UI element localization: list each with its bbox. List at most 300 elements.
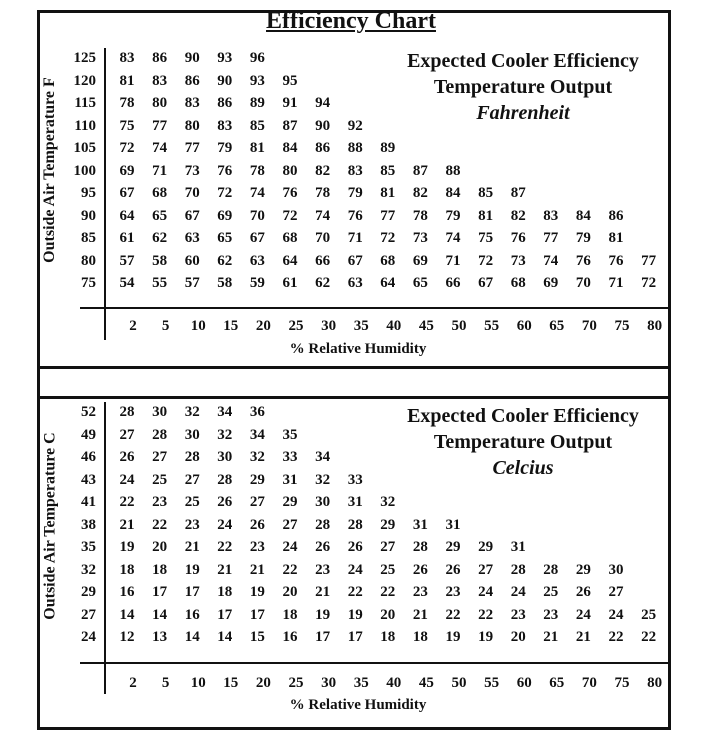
- x-tick-label: 35: [353, 675, 369, 691]
- table-cell: 86: [152, 50, 168, 66]
- table-cell: 28: [543, 561, 559, 578]
- table-cell: 78: [249, 162, 265, 179]
- table-cell: 24: [510, 584, 526, 600]
- table-cell: 58: [152, 252, 168, 269]
- table-cell: 35: [282, 426, 298, 443]
- table-cell: 26: [119, 449, 135, 465]
- table-cell: 23: [543, 606, 559, 623]
- table-cell: 31: [282, 471, 298, 488]
- table-cell: 59: [249, 275, 265, 291]
- table-cell: 34: [315, 449, 331, 465]
- table-cell: 22: [608, 629, 624, 645]
- y-axis-line: [104, 48, 106, 340]
- table-cell: 19: [249, 584, 265, 600]
- table-cell: 14: [152, 606, 168, 623]
- table-cell: 69: [543, 275, 559, 291]
- table-cell: 74: [543, 252, 559, 269]
- table-cell: 22: [478, 606, 494, 623]
- table-cell: 19: [119, 539, 135, 555]
- table-cell: 86: [608, 207, 624, 224]
- table-cell: 24: [608, 606, 624, 623]
- y-tick-label: 35: [81, 539, 96, 555]
- table-cell: 57: [119, 252, 135, 269]
- table-cell: 23: [412, 584, 428, 600]
- table-cell: 78: [315, 185, 331, 201]
- header-line: Temperature Output: [433, 76, 613, 98]
- table-cell: 14: [217, 629, 233, 645]
- table-cell: 32: [249, 449, 265, 465]
- y-tick-label: 95: [81, 185, 96, 201]
- x-tick-label: 20: [255, 675, 271, 691]
- table-cell: 79: [575, 230, 591, 246]
- table-cell: 68: [510, 275, 526, 291]
- table-cell: 83: [543, 207, 559, 224]
- table-cell: 76: [217, 162, 233, 179]
- table-cell: 25: [152, 471, 168, 488]
- table-cell: 20: [152, 539, 168, 555]
- table-cell: 30: [608, 561, 624, 578]
- y-tick-label: 105: [73, 140, 96, 156]
- table-cell: 82: [510, 207, 526, 224]
- y-tick-label: 110: [74, 117, 96, 134]
- table-cell: 22: [380, 584, 396, 600]
- table-cell: 17: [217, 606, 233, 623]
- table-cell: 57: [184, 275, 200, 291]
- table-cell: 67: [347, 252, 363, 269]
- table-cell: 27: [119, 426, 135, 443]
- table-cell: 84: [282, 140, 298, 156]
- table-cell: 19: [478, 629, 494, 645]
- table-cell: 67: [478, 275, 494, 291]
- table-cell: 63: [184, 230, 200, 246]
- table-cell: 60: [184, 252, 200, 269]
- table-cell: 23: [510, 606, 526, 623]
- x-tick-label: 50: [451, 318, 467, 334]
- table-cell: 21: [119, 516, 135, 533]
- table-cell: 69: [119, 162, 135, 179]
- table-cell: 18: [412, 629, 428, 645]
- table-cell: 21: [412, 606, 428, 623]
- table-cell: 22: [217, 539, 233, 555]
- table-cell: 64: [380, 275, 396, 291]
- table-cell: 29: [249, 471, 265, 488]
- table-cell: 30: [152, 404, 168, 420]
- x-tick-label: 5: [161, 675, 170, 691]
- table-cell: 76: [282, 185, 298, 201]
- table-cell: 74: [315, 207, 331, 224]
- table-cell: 29: [575, 561, 591, 578]
- table-cell: 58: [217, 275, 233, 291]
- table-cell: 77: [184, 140, 200, 156]
- table-cell: 24: [575, 606, 591, 623]
- table-cell: 33: [282, 449, 298, 465]
- table-cell: 62: [315, 275, 331, 291]
- x-tick-label: 75: [614, 675, 630, 691]
- table-cell: 79: [347, 185, 363, 201]
- table-cell: 26: [412, 561, 428, 578]
- table-cell: 22: [119, 494, 135, 510]
- table-cell: 71: [608, 275, 624, 291]
- table-cell: 36: [249, 404, 265, 420]
- x-tick-label: 60: [516, 318, 532, 334]
- table-cell: 78: [119, 95, 135, 111]
- chart-header: [378, 48, 668, 126]
- y-axis-label: Outside Air Temperature F: [40, 77, 58, 263]
- table-cell: 34: [217, 404, 233, 420]
- table-cell: 55: [152, 275, 168, 291]
- table-cell: 31: [347, 494, 363, 510]
- x-tick-label: 25: [288, 318, 304, 334]
- y-tick-label: 46: [81, 449, 96, 465]
- table-cell: 20: [380, 606, 396, 623]
- table-cell: 27: [380, 539, 396, 555]
- table-cell: 64: [282, 252, 298, 269]
- x-tick-label: 70: [581, 675, 597, 691]
- x-tick-label: 80: [647, 318, 663, 334]
- table-cell: 72: [119, 140, 135, 156]
- table-cell: 81: [380, 185, 396, 201]
- table-cell: 84: [445, 185, 461, 201]
- table-cell: 22: [347, 584, 363, 600]
- table-cell: 31: [445, 516, 461, 533]
- table-cell: 28: [119, 404, 135, 420]
- table-cell: 22: [641, 629, 657, 645]
- table-cell: 29: [380, 516, 396, 533]
- table-cell: 18: [380, 629, 396, 645]
- table-cell: 30: [315, 494, 331, 510]
- table-cell: 26: [315, 539, 331, 555]
- table-cell: 20: [282, 584, 298, 600]
- table-cell: 27: [184, 471, 200, 488]
- table-cell: 83: [152, 72, 168, 89]
- x-tick-label: 2: [129, 318, 137, 334]
- y-tick-label: 38: [81, 516, 96, 533]
- table-cell: 61: [119, 230, 135, 246]
- table-cell: 72: [478, 252, 494, 269]
- table-cell: 76: [608, 252, 624, 269]
- table-cell: 21: [543, 629, 559, 645]
- y-tick-label: 125: [73, 50, 96, 66]
- table-cell: 25: [543, 584, 559, 600]
- table-cell: 88: [347, 140, 363, 156]
- table-cell: 17: [152, 584, 168, 600]
- table-cell: 21: [184, 539, 200, 555]
- spacer-panel: [37, 369, 671, 399]
- table-cell: 68: [380, 252, 396, 269]
- table-cell: 76: [347, 207, 363, 224]
- table-cell: 21: [217, 561, 233, 578]
- table-cell: 19: [347, 606, 363, 623]
- table-cell: 26: [347, 539, 363, 555]
- table-cell: 73: [510, 252, 526, 269]
- table-cell: 67: [119, 185, 135, 201]
- x-tick-label: 35: [353, 318, 369, 334]
- table-cell: 65: [412, 275, 428, 291]
- y-tick-label: 41: [81, 494, 96, 510]
- table-cell: 68: [152, 185, 168, 201]
- y-tick-label: 49: [81, 426, 96, 443]
- table-cell: 26: [217, 494, 233, 510]
- table-cell: 23: [152, 494, 168, 510]
- table-cell: 86: [184, 72, 200, 89]
- table-cell: 18: [119, 561, 135, 578]
- table-cell: 75: [478, 230, 494, 246]
- table-cell: 26: [249, 516, 265, 533]
- table-cell: 70: [184, 185, 200, 201]
- table-cell: 32: [315, 471, 331, 488]
- table-cell: 76: [510, 230, 526, 246]
- x-tick-label: 15: [223, 675, 239, 691]
- table-cell: 83: [119, 50, 135, 66]
- table-cell: 27: [478, 561, 494, 578]
- table-cell: 33: [347, 471, 363, 488]
- table-cell: 16: [119, 584, 135, 600]
- table-cell: 23: [249, 539, 265, 555]
- y-tick-label: 90: [81, 207, 96, 224]
- table-cell: 87: [282, 117, 298, 134]
- y-tick-label: 29: [81, 584, 96, 600]
- table-cell: 24: [119, 471, 135, 488]
- header-line: Fahrenheit: [476, 102, 570, 124]
- table-cell: 70: [249, 207, 265, 224]
- table-cell: 76: [575, 252, 591, 269]
- table-cell: 72: [217, 185, 233, 201]
- table-cell: 27: [152, 449, 168, 465]
- table-cell: 74: [445, 230, 461, 246]
- header-line: Celcius: [492, 457, 554, 479]
- table-cell: 90: [315, 117, 331, 134]
- table-cell: 14: [184, 629, 200, 645]
- table-cell: 19: [315, 606, 331, 623]
- table-cell: 32: [217, 426, 233, 443]
- table-cell: 83: [217, 117, 233, 134]
- y-tick-label: 85: [81, 230, 96, 246]
- table-cell: 74: [249, 185, 265, 201]
- table-cell: 13: [152, 629, 168, 645]
- table-cell: 81: [119, 72, 135, 89]
- table-cell: 23: [315, 561, 331, 578]
- table-cell: 22: [152, 516, 168, 533]
- table-cell: 87: [510, 185, 526, 201]
- table-cell: 89: [249, 95, 265, 111]
- table-cell: 25: [380, 561, 396, 578]
- table-cell: 16: [282, 629, 298, 645]
- table-cell: 80: [184, 117, 200, 134]
- y-tick-label: 75: [81, 275, 96, 291]
- table-cell: 29: [478, 539, 494, 555]
- y-tick-label: 24: [81, 629, 96, 645]
- table-cell: 81: [478, 207, 494, 224]
- table-cell: 75: [119, 117, 135, 134]
- x-tick-label: 55: [484, 675, 500, 691]
- table-cell: 28: [510, 561, 526, 578]
- header-line: Expected Cooler Efficiency: [407, 50, 639, 72]
- table-cell: 96: [249, 50, 265, 66]
- table-cell: 93: [249, 72, 265, 89]
- table-cell: 28: [184, 449, 200, 465]
- table-cell: 77: [380, 207, 396, 224]
- table-cell: 83: [347, 162, 363, 179]
- table-cell: 29: [445, 539, 461, 555]
- table-cell: 63: [347, 275, 363, 291]
- table-cell: 90: [184, 50, 200, 66]
- table-cell: 17: [249, 606, 265, 623]
- table-cell: 64: [119, 207, 135, 224]
- table-cell: 85: [249, 117, 265, 134]
- table-cell: 85: [380, 162, 396, 179]
- table-cell: 74: [152, 140, 168, 156]
- table-cell: 23: [184, 516, 200, 533]
- x-tick-label: 40: [386, 318, 402, 334]
- table-cell: 67: [184, 207, 200, 224]
- y-tick-label: 80: [81, 252, 96, 269]
- x-tick-label: 15: [223, 318, 239, 334]
- table-cell: 81: [608, 230, 624, 246]
- table-cell: 70: [575, 275, 591, 291]
- table-cell: 65: [217, 230, 233, 246]
- x-tick-label: 5: [161, 318, 170, 334]
- y-tick-label: 32: [81, 561, 96, 578]
- table-cell: 32: [380, 494, 396, 510]
- x-tick-label: 70: [581, 318, 597, 334]
- table-cell: 17: [315, 629, 331, 645]
- x-axis-label: % Relative Humidity: [289, 341, 427, 357]
- table-cell: 21: [575, 629, 591, 645]
- table-cell: 32: [184, 404, 200, 420]
- y-tick-label: 43: [81, 471, 96, 488]
- table-cell: 88: [445, 162, 461, 179]
- x-tick-label: 2: [129, 675, 137, 691]
- table-cell: 68: [282, 230, 298, 246]
- table-cell: 71: [152, 162, 168, 179]
- table-cell: 86: [315, 140, 331, 156]
- table-cell: 27: [608, 584, 624, 600]
- table-cell: 72: [282, 207, 298, 224]
- table-cell: 66: [315, 252, 331, 269]
- y-tick-label: 100: [73, 162, 96, 179]
- table-cell: 30: [217, 449, 233, 465]
- table-cell: 28: [315, 516, 331, 533]
- x-tick-label: 65: [549, 318, 565, 334]
- x-tick-label: 65: [549, 675, 565, 691]
- table-cell: 30: [184, 426, 200, 443]
- table-cell: 61: [282, 275, 298, 291]
- table-cell: 80: [152, 95, 168, 111]
- table-cell: 25: [641, 606, 657, 623]
- table-cell: 69: [412, 252, 428, 269]
- x-axis-line: [80, 307, 668, 309]
- table-cell: 24: [478, 584, 494, 600]
- x-tick-label: 30: [321, 318, 337, 334]
- table-cell: 73: [184, 162, 200, 179]
- table-cell: 31: [412, 516, 428, 533]
- table-cell: 83: [184, 95, 200, 111]
- table-cell: 81: [249, 140, 265, 156]
- table-cell: 28: [347, 516, 363, 533]
- table-cell: 89: [380, 140, 396, 156]
- table-cell: 18: [152, 561, 168, 578]
- table-cell: 72: [641, 275, 657, 291]
- y-tick-label: 27: [81, 606, 96, 623]
- table-cell: 94: [315, 95, 331, 111]
- table-cell: 77: [641, 252, 657, 269]
- table-cell: 31: [510, 539, 526, 555]
- table-cell: 15: [249, 629, 265, 645]
- table-cell: 82: [412, 185, 428, 201]
- table-cell: 28: [217, 471, 233, 488]
- header-line: Temperature Output: [433, 431, 613, 453]
- y-axis-label: Outside Air Temperature C: [41, 432, 59, 620]
- table-cell: 93: [217, 50, 233, 66]
- table-cell: 72: [380, 230, 396, 246]
- table-cell: 70: [315, 230, 331, 246]
- y-tick-label: 52: [81, 404, 96, 420]
- table-cell: 27: [249, 494, 265, 510]
- table-cell: 86: [217, 95, 233, 111]
- table-cell: 62: [152, 230, 168, 246]
- table-cell: 34: [249, 426, 265, 443]
- table-cell: 19: [445, 629, 461, 645]
- x-axis-line: [80, 662, 668, 664]
- table-cell: 65: [152, 207, 168, 224]
- table-cell: 77: [152, 117, 168, 134]
- x-tick-label: 30: [321, 675, 337, 691]
- table-cell: 92: [347, 117, 363, 134]
- table-cell: 95: [282, 72, 298, 89]
- table-cell: 73: [412, 230, 428, 246]
- table-cell: 90: [217, 72, 233, 89]
- x-tick-label: 10: [190, 675, 206, 691]
- table-cell: 29: [282, 494, 298, 510]
- table-cell: 85: [478, 185, 494, 201]
- table-cell: 84: [575, 207, 591, 224]
- x-axis-label: % Relative Humidity: [289, 697, 427, 713]
- x-tick-label: 40: [386, 675, 402, 691]
- table-cell: 63: [249, 252, 265, 269]
- table-cell: 14: [119, 606, 135, 623]
- table-cell: 80: [282, 162, 298, 179]
- table-cell: 66: [445, 275, 461, 291]
- table-cell: 24: [347, 561, 363, 578]
- table-cell: 19: [184, 561, 200, 578]
- x-tick-label: 25: [288, 675, 304, 691]
- table-cell: 27: [282, 516, 298, 533]
- x-tick-label: 80: [647, 675, 663, 691]
- table-cell: 17: [184, 584, 200, 600]
- table-cell: 26: [575, 584, 591, 600]
- x-tick-label: 60: [516, 675, 532, 691]
- x-tick-label: 10: [190, 318, 206, 334]
- table-cell: 77: [543, 230, 559, 246]
- chart-header: [378, 403, 668, 481]
- table-cell: 21: [249, 561, 265, 578]
- x-tick-label: 50: [451, 675, 467, 691]
- table-cell: 82: [315, 162, 331, 179]
- y-axis-line: [104, 402, 106, 694]
- table-cell: 21: [315, 584, 331, 600]
- table-cell: 78: [412, 207, 428, 224]
- table-cell: 26: [445, 561, 461, 578]
- table-cell: 71: [445, 252, 461, 269]
- x-tick-label: 45: [418, 675, 434, 691]
- table-cell: 62: [217, 252, 233, 269]
- table-cell: 22: [282, 561, 298, 578]
- table-cell: 54: [119, 275, 135, 291]
- table-cell: 25: [184, 494, 200, 510]
- table-cell: 24: [217, 516, 233, 533]
- table-cell: 87: [412, 162, 428, 179]
- table-cell: 24: [282, 539, 298, 555]
